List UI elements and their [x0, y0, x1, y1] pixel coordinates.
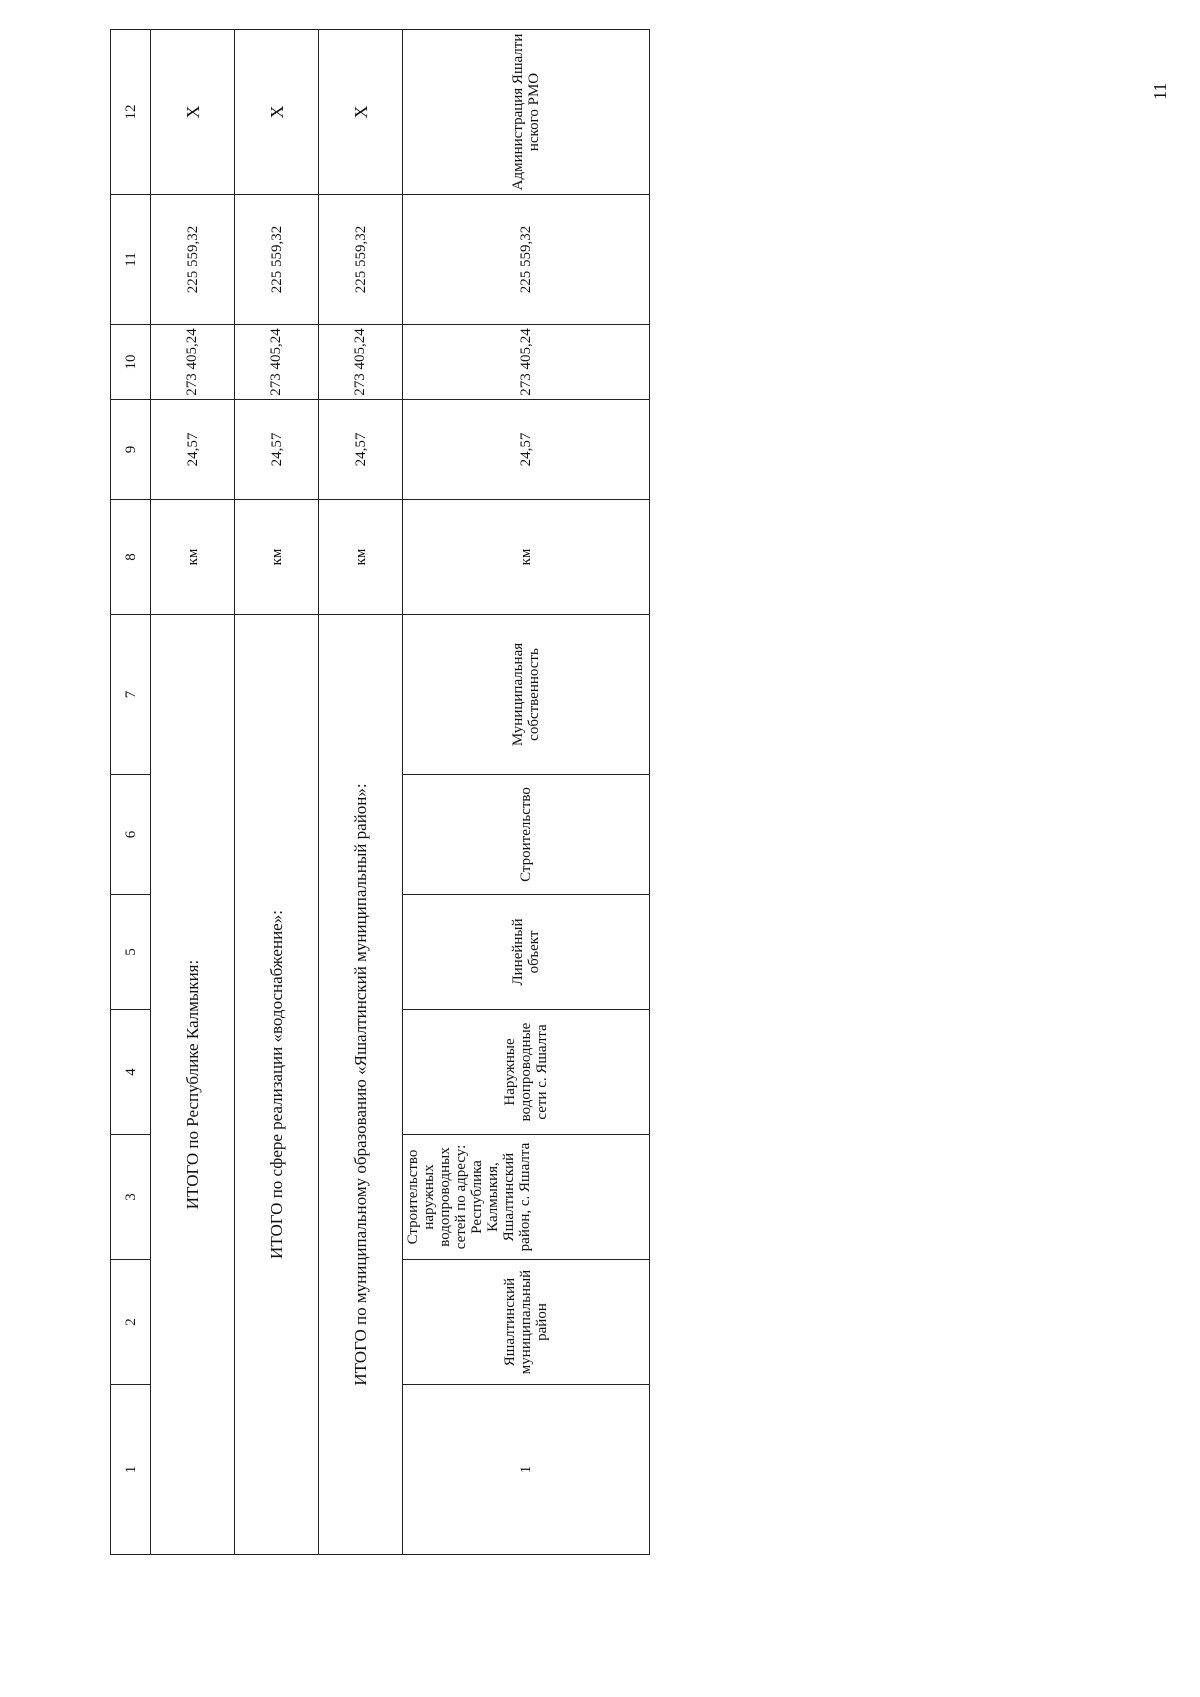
row-number: 1 [403, 1385, 650, 1555]
total-unit: км [235, 500, 319, 615]
row-district: Яшалтинский муниципальный район [403, 1260, 650, 1385]
column-number-row [111, 30, 151, 1555]
total-row-region [151, 30, 235, 1555]
col-num-6: 6 [111, 775, 151, 895]
row-executor: Администрация Яшалтинского РМО [403, 30, 650, 195]
row-cost2: 225 559,32 [403, 195, 650, 325]
row-unit: км [403, 500, 650, 615]
total-cost2: 225 559,32 [151, 195, 235, 325]
investment-table [110, 29, 650, 1555]
row-object: Наружные водопроводные сети с. Яшалта [403, 1010, 650, 1135]
row-description: Строительство наружных водопроводных сетей по адресу: Республика Калмыкия, Яшалтинский район, с. Яшалта [403, 1135, 650, 1260]
total-label: ИТОГО по сфере реализации «водоснабжение»: [235, 615, 319, 1555]
total-row-municipality [319, 30, 403, 1555]
total-cost2: 225 559,32 [319, 195, 403, 325]
total-label: ИТОГО по Республике Калмыкия: [151, 615, 235, 1555]
total-unit: км [319, 500, 403, 615]
col-num-9: 9 [111, 400, 151, 500]
col-num-2: 2 [111, 1260, 151, 1385]
total-cost: 273 405,24 [235, 325, 319, 400]
total-cost2: 225 559,32 [235, 195, 319, 325]
total-capacity: 24,57 [151, 400, 235, 500]
total-executor: Х [151, 30, 235, 195]
total-label: ИТОГО по муниципальному образованию «Яшалтинский муниципальный район»: [319, 615, 403, 1555]
total-row-sphere [235, 30, 319, 1555]
rotated-page [110, 33, 650, 1555]
total-cost: 273 405,24 [319, 325, 403, 400]
col-num-7: 7 [111, 615, 151, 775]
col-num-12: 12 [111, 30, 151, 195]
table-row [403, 30, 650, 1555]
col-num-1: 1 [111, 1385, 151, 1555]
total-capacity: 24,57 [235, 400, 319, 500]
row-cost: 273 405,24 [403, 325, 650, 400]
total-cost: 273 405,24 [151, 325, 235, 400]
col-num-4: 4 [111, 1010, 151, 1135]
row-capacity: 24,57 [403, 400, 650, 500]
page-number: 11 [1150, 82, 1170, 100]
total-executor: Х [319, 30, 403, 195]
col-num-5: 5 [111, 895, 151, 1010]
col-num-3: 3 [111, 1135, 151, 1260]
col-num-11: 11 [111, 195, 151, 325]
row-ownership: Муниципальная собственность [403, 615, 650, 775]
total-executor: Х [235, 30, 319, 195]
col-num-8: 8 [111, 500, 151, 615]
total-unit: км [151, 500, 235, 615]
row-work-type: Строительство [403, 775, 650, 895]
row-object-type: Линейный объект [403, 895, 650, 1010]
total-capacity: 24,57 [319, 400, 403, 500]
col-num-10: 10 [111, 325, 151, 400]
